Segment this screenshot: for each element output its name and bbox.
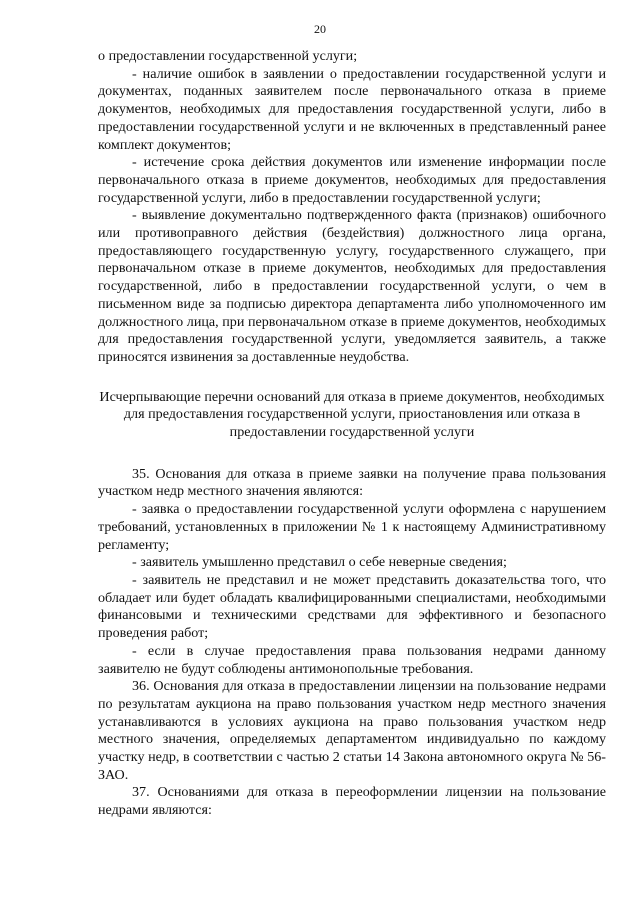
list-item-document-expiry: - истечение срока действия документов или изменение информации после первоначального отказа в приеме документов, необходимых для предоставления государственной услуги, либо в предоставлении государственной услуги; [98, 154, 606, 206]
list-item-application-violation: - заявка о предоставлении государственной услуги оформлена с нарушением требований, установленных в приложении № 1 к настоящему Административному регламенту; [98, 501, 606, 553]
paragraph-continuation: о предоставлении государственной услуги; [98, 48, 358, 64]
section-heading: Исчерпывающие перечни оснований для отказа в приеме документов, необходимых для предоставления государственной услуги, приостановления или отказа в предоставлении государственной услуги [99, 388, 605, 441]
document-body [98, 48, 606, 820]
list-item-no-qualifications: - заявитель не представил и не может представить доказательства того, что обладает или будет обладать квалифицированными специалистами, необходимыми финансовыми и техническими средствами для эффективного и безопасного проведения работ; [98, 571, 606, 642]
paragraph-37: 37. Основаниями для отказа в переоформлении лицензии на пользование недрами являются: [98, 784, 606, 819]
page-number: 20 [314, 22, 326, 36]
list-item-official-error: - выявление документально подтвержденного факта (признаков) ошибочного или противоправного действия (бездействия) должностного лица органа, предоставляющего государственную услугу, государственного служащего, при первоначальном отказе в приеме документов, необходимых для предоставления государственной, либо в предоставлении государственной услуги, о чем в письменном виде за подписью директора департамента либо уполномоченного им должностного лица, при первоначальном отказе в приеме документов, необходимых для предоставления государственной услуги, уведомляется заявитель, а также приносятся извинения за доставленные неудобства. [98, 207, 606, 365]
paragraph-36: 36. Основания для отказа в предоставлении лицензии на пользование недрами по результатам аукциона на право пользования участком недр местного значения устанавливаются в условиях аукциона на право пользования участком недр местного значения, определяемых департаментом индивидуально по каждому участку недр, в соответствии с частью 2 статьи 14 Закона автономного округа № 56-ЗАО. [98, 678, 606, 783]
list-item-antimonopoly: - если в случае предоставления права пользования недрами данному заявителю не будут соблюдены антимонопольные требования. [98, 642, 606, 677]
list-item-false-information: - заявитель умышленно представил о себе неверные сведения; [132, 554, 507, 571]
paragraph-35: 35. Основания для отказа в приеме заявки на получение права пользования участком недр местного значения являются: [98, 465, 606, 500]
list-item-errors-in-application: - наличие ошибок в заявлении о предоставлении государственной услуги и документах, поданных заявителем после первоначального отказа в приеме документов, необходимых для предоставления государственной услуги, либо в предоставлении государственной услуги и не включенных в представленный ранее комплект документов; [98, 65, 606, 153]
